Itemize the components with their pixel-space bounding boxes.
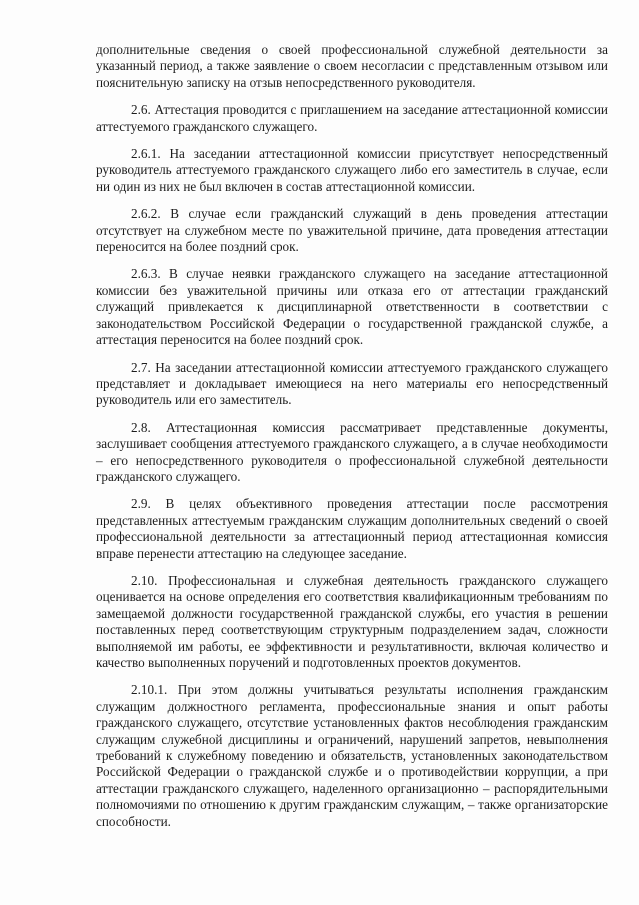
paragraph-continuation: дополнительные сведения о своей профессиональной служебной деятельности за указанный период, а также заявление о своем несогласии с представленным отзывом или пояснительную записку на отзыв непосредственного руководителя. <box>96 42 608 90</box>
paragraph-2-7: 2.7. На заседании аттестационной комиссии аттестуемого гражданского служащего представляет и докладывает имеющиеся на него материалы его непосредственный руководитель или его заместитель. <box>96 359 608 408</box>
paragraph-2-8: 2.8. Аттестационная комиссия рассматривает представленные документы, заслушивает сообщения аттестуемого гражданского служащего, а в случае необходимости – его непосредственного руководителя о профессиональной служебной деятельности гражданского служащего. <box>96 419 608 484</box>
document-body <box>96 42 608 841</box>
paragraph-2-6-1: 2.6.1. На заседании аттестационной комиссии присутствует непосредственный руководитель аттестуемого гражданского служащего либо его заместитель в случае, если ни один из них не был включен в состав аттестационной комиссии. <box>96 146 608 194</box>
paragraph-2-10: 2.10. Профессиональная и служебная деятельность гражданского служащего оценивается на основе определения его соответствия квалификационным требованиям по замещаемой должности государственной гражданской службы, его участия в решении поставленных перед соответствующим структурным подразделением задач, сложности выполняемой им работы, ее эффективности и результативности, включая количество и качество выполненных поручений и подготовленных проектов документов. <box>96 572 608 670</box>
paragraph-2-10-1: 2.10.1. При этом должны учитываться результаты исполнения гражданским служащим должностного регламента, профессиональные знания и опыт работы гражданского служащего, отсутствие установленных фактов несоблюдения гражданским служащим служебной дисциплины и ограничений, нарушений запретов, невыполнения требований к служебному поведению и обязательств, установленных законодательством Российской Федерации о гражданской службе и о противодействии коррупции, а при аттестации гражданского служащего, наделенного организационно – распорядительными полномочиями по отношению к другим гражданским служащим, – также организаторские способности. <box>96 682 608 829</box>
paragraph-2-9: 2.9. В целях объективного проведения аттестации после рассмотрения представленных аттестуемым гражданским служащим дополнительных сведений о своей профессиональной деятельности за аттестационный период аттестационная комиссия вправе перенести аттестацию на следующее заседание. <box>96 496 608 561</box>
paragraph-2-6-2: 2.6.2. В случае если гражданский служащий в день проведения аттестации отсутствует на служебном месте по уважительной причине, дата проведения аттестации переносится на более поздний срок. <box>96 206 608 255</box>
paragraph-2-6: 2.6. Аттестация проводится с приглашением на заседание аттестационной комиссии аттестуемого гражданского служащего. <box>96 102 608 134</box>
paragraph-2-6-3: 2.6.3. В случае неявки гражданского служащего на заседание аттестационной комиссии без уважительной причины или отказа его от аттестации гражданский служащий привлекается к дисциплинарной ответственности в соответствии с законодательством Российской Федерации о государственной гражданской службе, а аттестация переносится на более поздний срок. <box>96 266 608 348</box>
